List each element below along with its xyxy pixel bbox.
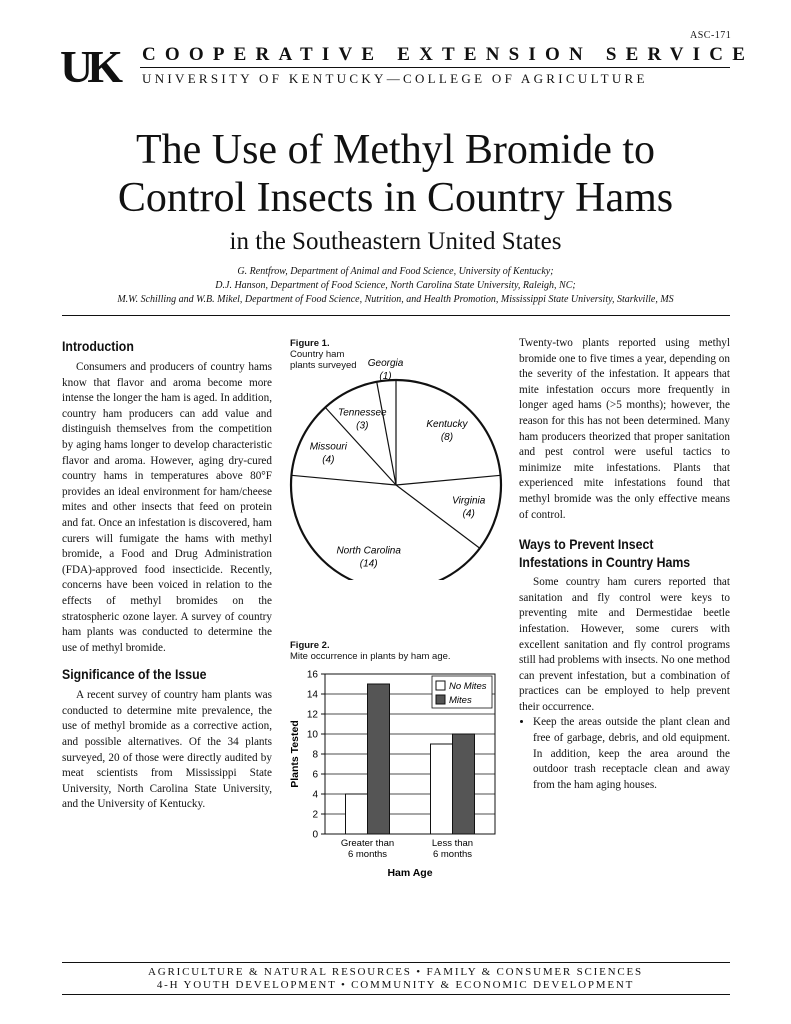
legend bbox=[432, 676, 492, 708]
intro-text-block bbox=[62, 360, 272, 656]
ways-text-block bbox=[519, 575, 730, 793]
y-tick-label: 10 bbox=[306, 729, 318, 741]
y-tick-label: 12 bbox=[306, 709, 318, 721]
ways-heading bbox=[519, 535, 705, 571]
figure1-number: Figure 1. bbox=[290, 338, 330, 349]
x-tick-label: 6 months bbox=[347, 849, 388, 860]
pie-slice-name: Kentucky bbox=[426, 419, 468, 431]
figure1-caption-line: plants surveyed bbox=[290, 360, 357, 371]
y-tick-label: 6 bbox=[312, 769, 318, 781]
subtitle: in the Southeastern United States bbox=[229, 228, 562, 255]
uk-logo: UK bbox=[60, 41, 117, 92]
service-name: COOPERATIVE EXTENSION SERVICE bbox=[142, 44, 755, 65]
bar-mites bbox=[368, 684, 390, 834]
pie-slice-name: Georgia bbox=[367, 358, 404, 370]
y-tick-label: 4 bbox=[312, 789, 318, 801]
pie-slice-value: (1) bbox=[379, 371, 392, 383]
bar-chart bbox=[285, 664, 510, 884]
title-line-1: The Use of Methyl Bromide to bbox=[135, 127, 656, 173]
ways-heading-line: Ways to Prevent Insect bbox=[519, 536, 654, 553]
pie-chart bbox=[285, 340, 510, 580]
prevention-list bbox=[519, 715, 730, 793]
figure2-caption bbox=[290, 640, 451, 662]
title-line-2: Control Insects in Country Hams bbox=[117, 175, 674, 221]
pie-slice-value: (4) bbox=[462, 508, 475, 520]
pie-slice-name: North Carolina bbox=[336, 545, 401, 557]
pie-slice-value: (14) bbox=[359, 558, 378, 570]
legend-label: No Mites bbox=[449, 681, 487, 692]
bar-no-mites bbox=[431, 744, 453, 834]
y-tick-label: 16 bbox=[306, 669, 318, 681]
pie-slice-value: (8) bbox=[440, 432, 454, 444]
bar-mites bbox=[453, 734, 475, 834]
footer-line-2: 4-H YOUTH DEVELOPMENT • COMMUNITY & ECONOMIC DEVELOPMENT bbox=[156, 979, 635, 991]
x-axis-label: Ham Age bbox=[387, 867, 433, 879]
list-item: • Keep the areas outside the plant clean and free of garbage, debris, and old equipment. In addition, keep the area around the outdoor trash receptacle clean and away from the ham aging houses. bbox=[533, 715, 730, 793]
y-axis-label: Plants Tested bbox=[289, 720, 301, 788]
mite-paragraph: Twenty-two plants reported using methyl bromide one to five times a year, depending on the severity of the infestation. It appears that mite infestation occurs more frequently in longer aged hams (>5 months); however, the reason for this has not been determined. Many ham producers theorized that proper sanitation and pest control were useful tactics to minimize mite infestations. Plants that experienced mite infestations found that methyl bromide was the only effective means of control. bbox=[519, 337, 730, 521]
significance-heading: Significance of the Issue bbox=[62, 666, 207, 683]
bar-no-mites bbox=[346, 794, 368, 834]
figure1-caption-line: Country ham bbox=[290, 349, 345, 360]
figure2-number: Figure 2. bbox=[290, 640, 330, 651]
significance-text-block bbox=[62, 688, 272, 813]
pie-slice-label bbox=[368, 358, 404, 382]
legend-swatch bbox=[436, 681, 445, 690]
x-tick-label: Less than bbox=[431, 838, 474, 849]
footer-rule-bottom bbox=[62, 994, 730, 995]
y-tick-label: 0 bbox=[312, 829, 318, 841]
intro-heading: Introduction bbox=[62, 338, 134, 354]
pie-slice-value: (4) bbox=[322, 454, 335, 466]
footer-rule-top bbox=[62, 962, 730, 963]
left-column bbox=[62, 338, 272, 813]
figure2-caption-line: Mite occurrence in plants by ham age. bbox=[290, 651, 451, 662]
intro-paragraph: Consumers and producers of country hams know that flavor and aroma become more intense the longer the ham is aged. In addition, country ham producers can add value and distinguish themselves from the competition by aging hams longer to develop characteristic flavor and aroma. However, aging dry-cured country hams in temperatures above 80°F provides an ideal environment for ham/cheese mites and other insects that feed on protein and fat. Once an infestation is discovered, ham curers will fumigate the hams with methyl bromide, a Food and Drug Administration (FDA)-approved food insecticide. Recently, concerns have been voiced in relation to the effects of methyl bromides on the stratospheric ozone layer. A survey of country ham plants was conducted to determine the use of methyl bromide. bbox=[62, 361, 272, 654]
author-line: M.W. Schilling and W.B. Mikel, Department of Food Science, Nutrition, and Health Promotion, Mississippi State University, Starkville, MS bbox=[117, 294, 674, 305]
authors bbox=[0, 265, 791, 307]
right-column bbox=[519, 336, 730, 793]
legend-swatch bbox=[436, 695, 445, 704]
title-rule bbox=[62, 315, 730, 316]
document-id: ASC-171 bbox=[690, 30, 732, 41]
pie-slice-name: Tennessee bbox=[338, 407, 387, 419]
author-line: D.J. Hanson, Department of Food Science, North Carolina State University, Raleigh, NC; bbox=[215, 280, 576, 291]
y-tick-label: 2 bbox=[312, 809, 318, 821]
author-line: G. Rentfrow, Department of Animal and Food Science, University of Kentucky; bbox=[237, 266, 554, 277]
y-tick-label: 8 bbox=[312, 749, 318, 761]
x-tick-label: Greater than bbox=[340, 838, 395, 849]
legend-label: Mites bbox=[449, 695, 472, 706]
footer-line-1: AGRICULTURE & NATURAL RESOURCES • FAMILY & CONSUMER SCIENCES bbox=[148, 966, 643, 978]
university-name: UNIVERSITY OF KENTUCKY—COLLEGE OF AGRICULTURE bbox=[142, 71, 648, 86]
y-tick-label: 14 bbox=[306, 689, 318, 701]
ways-heading-line: Infestations in Country Hams bbox=[519, 554, 691, 571]
pie-slice-value: (3) bbox=[356, 420, 369, 432]
pie-slice-name: Virginia bbox=[452, 495, 486, 507]
pie-slice-name: Missouri bbox=[309, 441, 347, 453]
right-text-block bbox=[519, 336, 730, 523]
x-tick-label: 6 months bbox=[432, 849, 473, 860]
header-rule bbox=[140, 67, 730, 68]
significance-paragraph: A recent survey of country ham plants was conducted to determine mite prevalence, the use of methyl bromide as a corrective action, and possible alternatives. Of the 34 plants surveyed, 20 of those were directly audited by meat scientists from Mississippi State University, North Carolina State University, and the University of Kentucky. bbox=[62, 689, 272, 811]
ways-paragraph: Some country ham curers reported that sanitation and fly control were keys to preventing mite and Dermestidae beetle infestation. However, some curers with excellent sanitation and fly control programs still had problems with insects. No one method can prevent infestation, but a combination of practices can be employed to help prevent their occurrence. bbox=[519, 576, 730, 713]
